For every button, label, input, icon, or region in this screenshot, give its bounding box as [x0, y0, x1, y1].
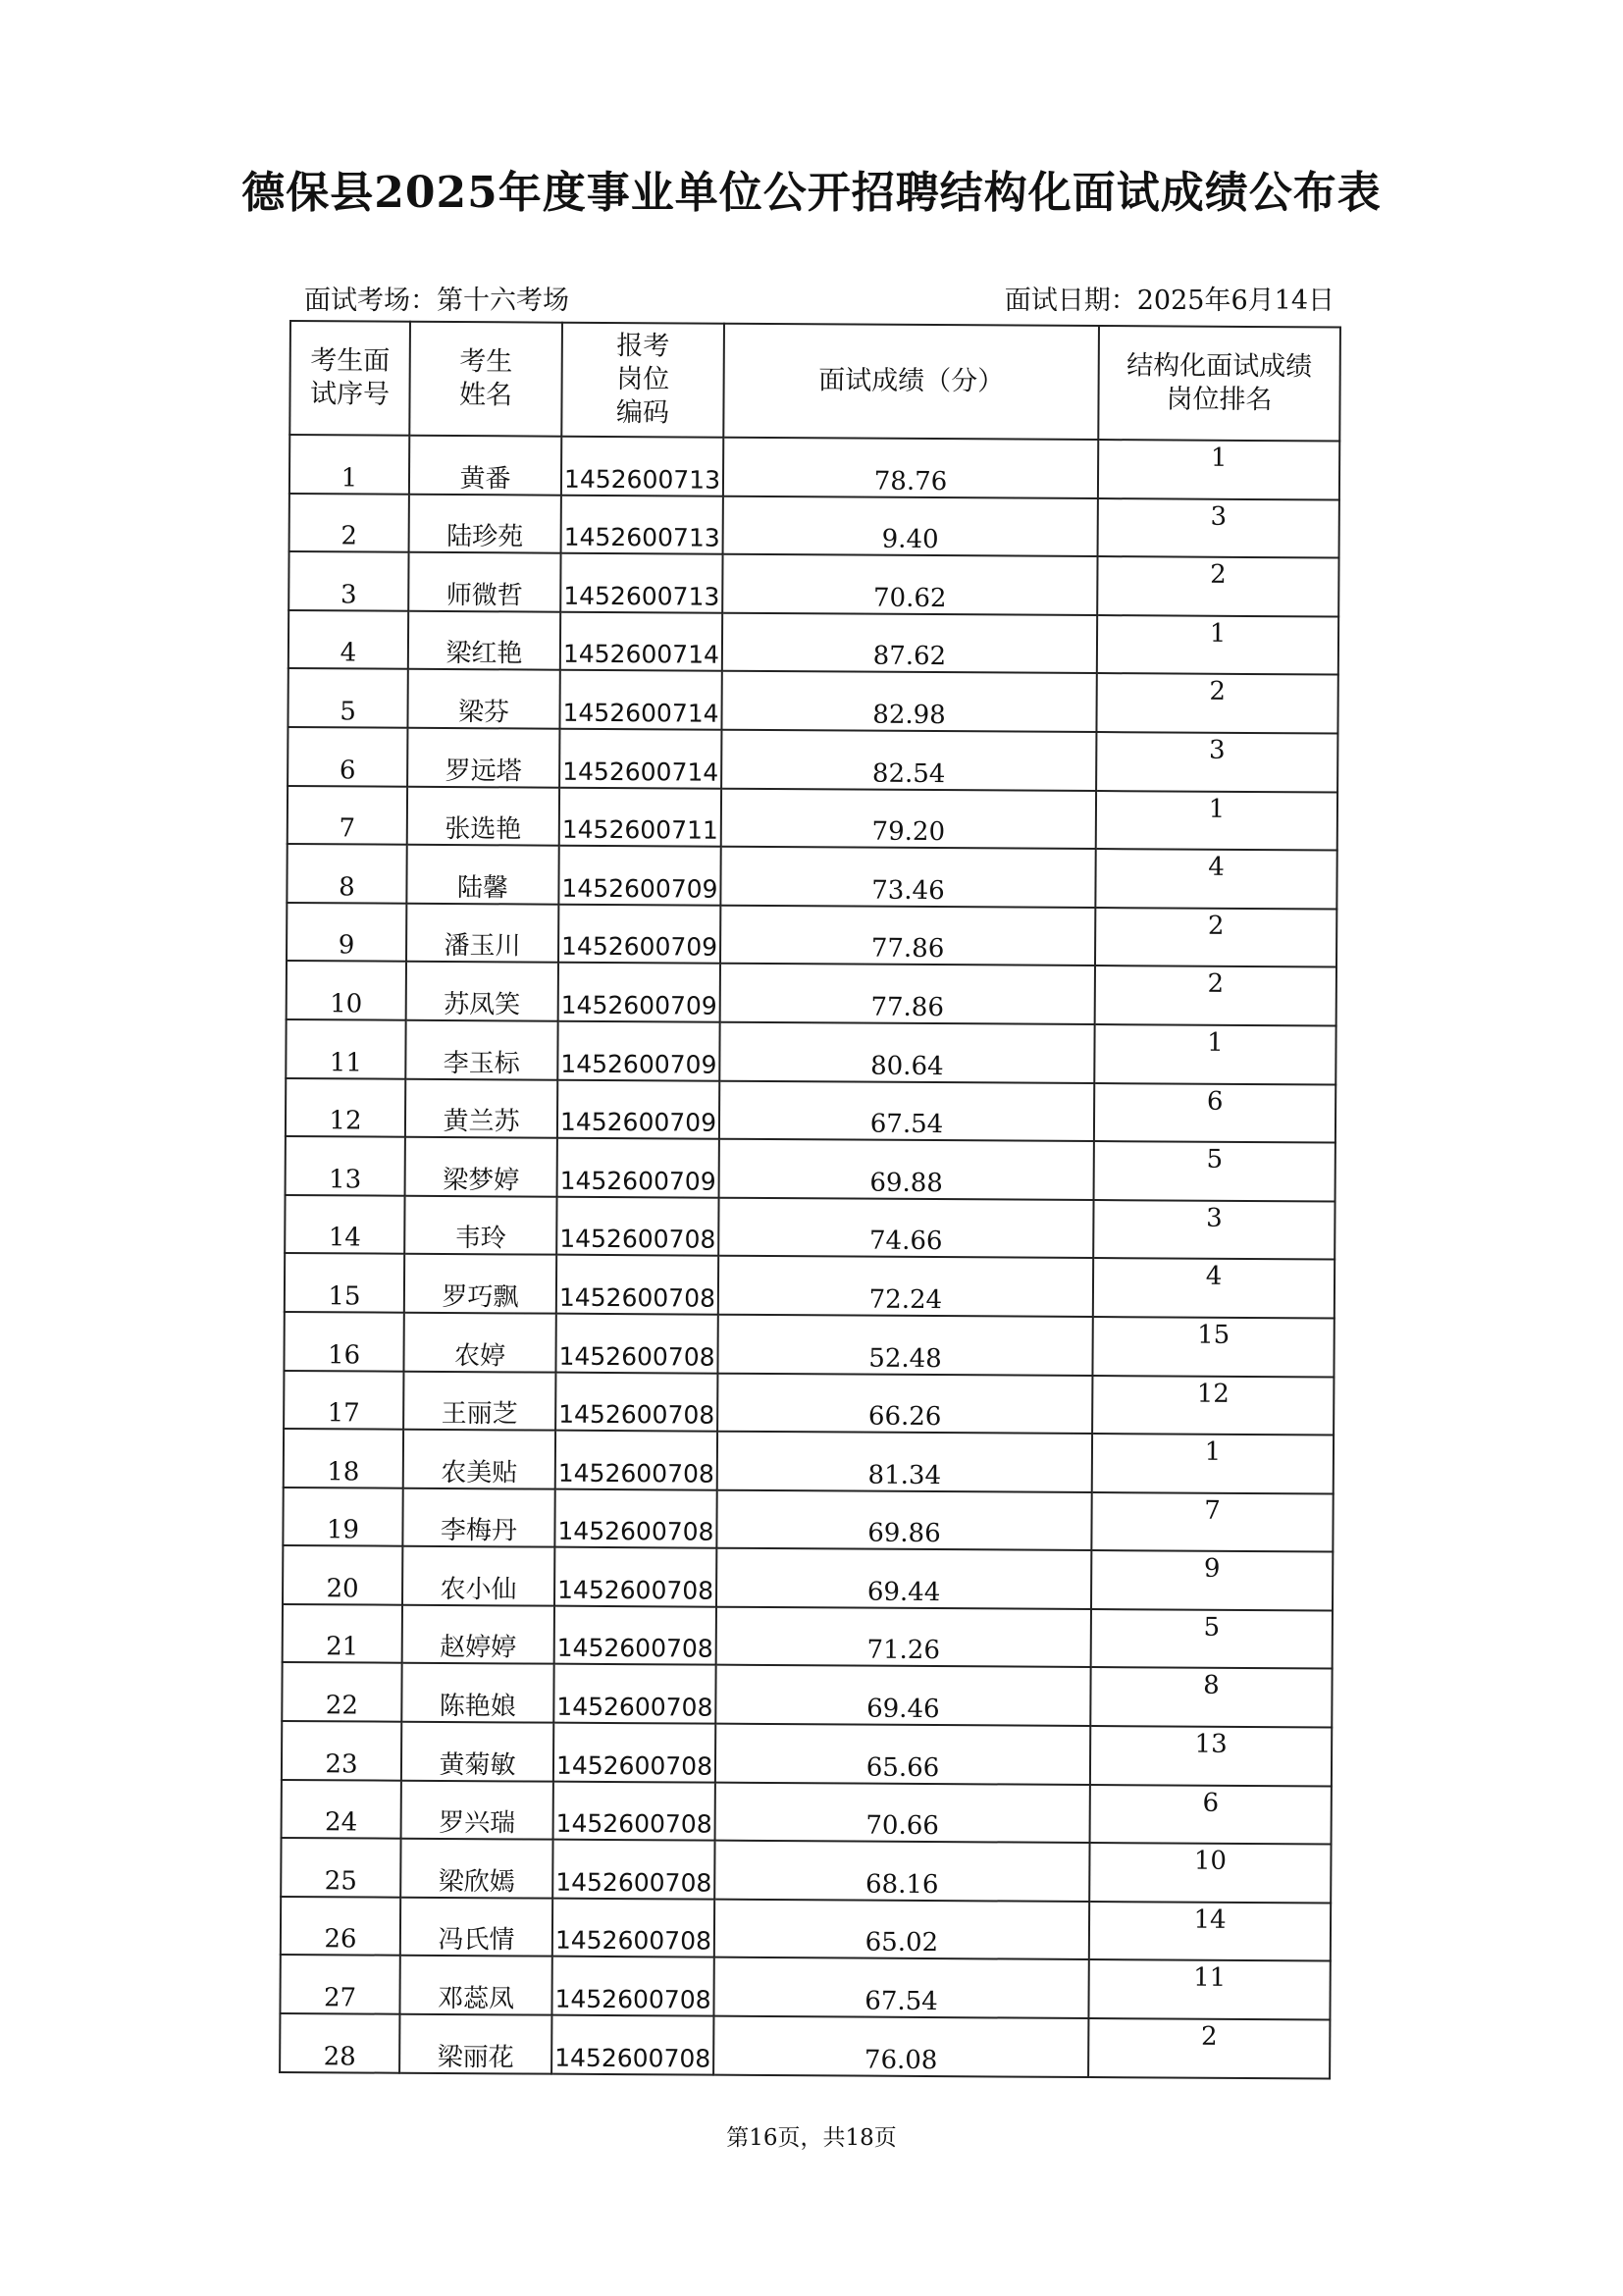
- code-cell: 1452600708: [555, 1314, 717, 1374]
- seq-cell: 11: [286, 1019, 405, 1078]
- code-cell: 1452600714: [560, 611, 722, 671]
- table-row: [284, 1429, 1334, 1493]
- rank-cell: 13: [1090, 1726, 1332, 1786]
- table-row: [286, 1078, 1335, 1143]
- table-row: [280, 1955, 1330, 2019]
- rank-cell: 3: [1093, 1200, 1335, 1260]
- seq-cell: 4: [288, 610, 408, 669]
- score-cell: 80.64: [719, 1022, 1094, 1083]
- name-cell: 潘玉川: [406, 903, 558, 963]
- table-row: [289, 435, 1339, 499]
- table-row: [285, 1253, 1335, 1318]
- rank-cell: 1: [1098, 440, 1339, 499]
- code-cell: 1452600709: [557, 1079, 719, 1139]
- name-cell: 韦玲: [404, 1195, 556, 1255]
- seq-cell: 12: [286, 1078, 405, 1137]
- table-row: [288, 727, 1337, 792]
- name-cell: 黄兰苏: [405, 1078, 557, 1138]
- table-row: [280, 2013, 1330, 2078]
- code-cell: 1452600708: [553, 1781, 715, 1841]
- seq-cell: 25: [281, 1838, 400, 1897]
- name-cell: 罗兴瑞: [401, 1780, 553, 1840]
- rank-cell: 3: [1098, 498, 1339, 558]
- rank-cell: 5: [1091, 1609, 1333, 1669]
- table-row: [288, 610, 1338, 675]
- seq-cell: 7: [288, 786, 407, 845]
- seq-cell: 18: [284, 1429, 403, 1487]
- seq-cell: 13: [286, 1136, 405, 1195]
- code-cell: 1452600709: [558, 904, 720, 964]
- score-cell: 69.46: [715, 1665, 1090, 1726]
- score-cell: 69.88: [719, 1139, 1094, 1200]
- seq-cell: 5: [288, 668, 407, 727]
- score-cell: 77.86: [720, 905, 1095, 965]
- table-row: [287, 844, 1336, 909]
- table-row: [283, 1487, 1333, 1552]
- rank-cell: 6: [1094, 1083, 1335, 1143]
- code-cell: 1452600708: [552, 1840, 714, 1900]
- rank-cell: 4: [1093, 1258, 1335, 1318]
- score-cell: 77.86: [720, 964, 1095, 1024]
- code-cell: 1452600708: [554, 1547, 716, 1607]
- name-cell: 农美贴: [403, 1430, 555, 1489]
- name-cell: 赵婷婷: [402, 1605, 554, 1665]
- score-cell: 69.44: [716, 1548, 1091, 1609]
- code-cell: 1452600714: [559, 670, 721, 730]
- seq-cell: 2: [289, 494, 409, 552]
- table-body: [280, 435, 1339, 2078]
- name-cell: 邓蕊凤: [399, 1956, 551, 2015]
- score-cell: 65.66: [715, 1724, 1090, 1785]
- name-cell: 梁红艳: [408, 611, 560, 671]
- code-cell: 1452600708: [553, 1723, 715, 1783]
- table-row: [282, 1662, 1332, 1727]
- seq-cell: 28: [280, 2013, 399, 2072]
- table-row: [281, 1897, 1331, 1961]
- code-cell: 1452600708: [554, 1606, 716, 1666]
- score-cell: 82.54: [721, 730, 1096, 791]
- rank-cell: 8: [1090, 1667, 1332, 1727]
- seq-cell: 26: [281, 1897, 400, 1956]
- seq-cell: 3: [288, 551, 408, 610]
- table-row: [281, 1838, 1331, 1903]
- name-cell: 黄菊敏: [401, 1722, 553, 1782]
- code-cell: 1452600711: [559, 787, 721, 847]
- score-cell: 82.98: [721, 671, 1096, 732]
- rank-cell: 6: [1090, 1785, 1332, 1845]
- seq-cell: 14: [285, 1195, 404, 1254]
- table-row: [284, 1312, 1334, 1377]
- code-cell: 1452600713: [561, 437, 723, 496]
- table-row: [283, 1604, 1333, 1669]
- code-cell: 1452600708: [554, 1488, 716, 1548]
- table-row: [285, 1195, 1335, 1260]
- name-cell: 陆馨: [406, 845, 558, 905]
- name-cell: 罗远塔: [407, 728, 559, 788]
- name-cell: 农婷: [403, 1313, 555, 1373]
- rank-cell: 3: [1096, 732, 1337, 792]
- score-cell: 67.54: [713, 1957, 1088, 2018]
- table-row: [288, 786, 1337, 851]
- score-cell: 9.40: [723, 496, 1098, 556]
- name-cell: 陆珍苑: [409, 494, 561, 553]
- code-cell: 1452600708: [555, 1431, 717, 1490]
- name-cell: 梁芬: [407, 669, 559, 729]
- name-cell: 李梅丹: [402, 1487, 554, 1547]
- seq-cell: 21: [283, 1604, 402, 1663]
- table-row: [282, 1780, 1332, 1845]
- page-number: 第16页，共18页: [726, 2125, 897, 2151]
- header-code: 报考 岗位 编码: [561, 323, 724, 438]
- score-cell: 81.34: [717, 1432, 1092, 1492]
- table-row: [287, 961, 1336, 1025]
- code-cell: 1452600708: [552, 1899, 714, 1958]
- rank-cell: 1: [1092, 1434, 1334, 1493]
- table-row: [282, 1721, 1332, 1786]
- rank-cell: 7: [1091, 1492, 1333, 1552]
- score-cell: 74.66: [718, 1197, 1093, 1258]
- name-cell: 罗巧飘: [404, 1254, 556, 1314]
- score-cell: 79.20: [721, 788, 1096, 849]
- code-cell: 1452600714: [559, 729, 721, 789]
- score-cell: 78.76: [723, 438, 1098, 498]
- code-cell: 1452600708: [551, 1957, 713, 2016]
- score-cell: 76.08: [713, 2016, 1088, 2077]
- name-cell: 梁欣嫣: [400, 1839, 552, 1899]
- rank-cell: 1: [1094, 1024, 1335, 1084]
- table-row: [289, 494, 1339, 558]
- table-row: [284, 1370, 1334, 1435]
- rank-cell: 4: [1095, 849, 1336, 909]
- name-cell: 王丽芝: [403, 1371, 555, 1431]
- score-cell: 87.62: [722, 612, 1097, 673]
- score-cell: 68.16: [714, 1841, 1089, 1902]
- score-cell: 69.86: [716, 1489, 1091, 1550]
- name-cell: 师微哲: [408, 552, 560, 612]
- exam-date: 面试日期：2025年6月14日: [1004, 286, 1335, 316]
- table-row: [286, 1019, 1335, 1084]
- rank-cell: 11: [1088, 1959, 1330, 2019]
- table-row: [283, 1545, 1333, 1610]
- code-cell: 1452600713: [561, 495, 723, 554]
- rank-cell: 2: [1097, 556, 1338, 616]
- code-cell: 1452600709: [558, 846, 720, 906]
- seq-cell: 19: [283, 1487, 402, 1546]
- name-cell: 苏凤笑: [406, 962, 558, 1021]
- rank-cell: 14: [1089, 1902, 1331, 1961]
- header-name: 考生 姓名: [409, 322, 562, 437]
- table-row: [288, 668, 1337, 733]
- rank-cell: 9: [1091, 1550, 1333, 1610]
- name-cell: 梁丽花: [399, 2014, 551, 2074]
- code-cell: 1452600709: [557, 1138, 719, 1198]
- seq-cell: 16: [284, 1312, 403, 1371]
- code-cell: 1452600709: [557, 1021, 719, 1081]
- rank-cell: 2: [1096, 673, 1337, 733]
- name-cell: 陈艳娘: [401, 1663, 553, 1723]
- seq-cell: 24: [282, 1780, 401, 1839]
- score-cell: 73.46: [720, 847, 1095, 908]
- rank-cell: 1: [1096, 791, 1337, 851]
- seq-cell: 17: [284, 1370, 403, 1429]
- rank-cell: 2: [1095, 908, 1336, 967]
- seq-cell: 23: [282, 1721, 401, 1780]
- name-cell: 冯氏情: [400, 1898, 552, 1957]
- rank-cell: 12: [1092, 1376, 1334, 1435]
- name-cell: 梁梦婷: [405, 1137, 557, 1197]
- table-row: [287, 903, 1336, 967]
- seq-cell: 22: [282, 1662, 401, 1721]
- header-seq: 考生面 试序号: [289, 321, 410, 436]
- name-cell: 农小仙: [402, 1546, 554, 1606]
- name-cell: 黄番: [409, 436, 561, 496]
- seq-cell: 9: [287, 903, 406, 962]
- rank-cell: 15: [1092, 1317, 1334, 1377]
- code-cell: 1452600708: [551, 2015, 713, 2075]
- code-cell: 1452600713: [560, 553, 722, 613]
- seq-cell: 27: [280, 1955, 399, 2013]
- seq-cell: 1: [289, 435, 409, 494]
- code-cell: 1452600708: [556, 1196, 718, 1256]
- seq-cell: 20: [283, 1545, 402, 1604]
- seq-cell: 15: [285, 1253, 404, 1312]
- header-rank: 结构化面试成绩 岗位排名: [1098, 326, 1340, 442]
- name-cell: 张选艳: [407, 786, 559, 846]
- table-row: [288, 551, 1338, 616]
- seq-cell: 10: [287, 961, 406, 1019]
- code-cell: 1452600708: [553, 1664, 715, 1724]
- score-cell: 71.26: [716, 1607, 1091, 1668]
- code-cell: 1452600709: [558, 963, 720, 1022]
- seq-cell: 8: [287, 844, 406, 903]
- score-cell: 70.66: [715, 1782, 1090, 1843]
- scores-table: [279, 320, 1341, 2079]
- code-cell: 1452600708: [556, 1255, 718, 1315]
- rank-cell: 1: [1097, 615, 1338, 675]
- rank-cell: 10: [1089, 1843, 1331, 1903]
- score-cell: 65.02: [714, 1900, 1089, 1960]
- score-cell: 72.24: [718, 1256, 1093, 1317]
- rank-cell: 5: [1094, 1141, 1335, 1201]
- code-cell: 1452600708: [555, 1372, 717, 1432]
- score-cell: 52.48: [717, 1315, 1092, 1376]
- page-title: 德保县2025年度事业单位公开招聘结构化面试成绩公布表: [241, 168, 1382, 218]
- score-cell: 67.54: [719, 1080, 1094, 1141]
- table-row: [286, 1136, 1335, 1201]
- score-cell: 70.62: [722, 554, 1097, 615]
- seq-cell: 6: [288, 727, 407, 786]
- rank-cell: 2: [1088, 2018, 1330, 2078]
- table-header-row: [289, 321, 1340, 442]
- exam-venue: 面试考场：第十六考场: [304, 286, 569, 316]
- score-cell: 66.26: [717, 1373, 1092, 1434]
- name-cell: 李玉标: [405, 1020, 557, 1080]
- header-score: 面试成绩（分）: [723, 324, 1099, 440]
- rank-cell: 2: [1095, 965, 1336, 1025]
